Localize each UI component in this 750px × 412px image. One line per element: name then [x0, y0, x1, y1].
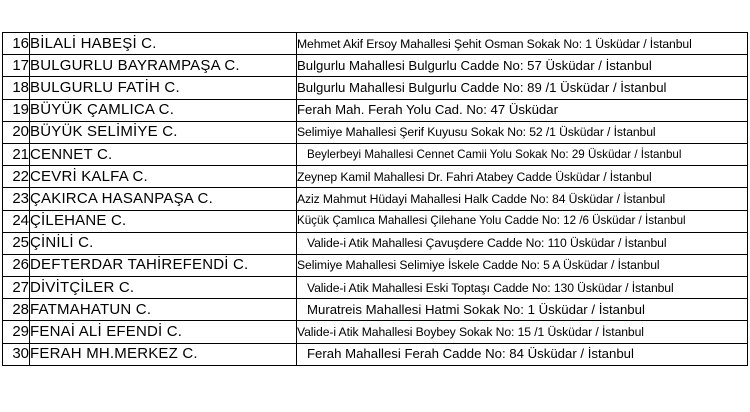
mosque-address: Küçük Çamlıca Mahallesi Çilehane Yolu Cadde No: 12 /6 Üsküdar / İstanbul	[297, 210, 748, 232]
table-row	[3, 299, 748, 321]
mosque-name: BİLALİ HABEŞİ C.	[30, 33, 297, 55]
row-number: 18	[3, 77, 30, 99]
mosque-name: BÜYÜK SELİMİYE C.	[30, 121, 297, 143]
mosque-address: Bulgurlu Mahallesi Bulgurlu Cadde No: 57 Üsküdar / İstanbul	[297, 55, 748, 77]
mosque-address: Ferah Mah. Ferah Yolu Cad. No: 47 Üsküdar	[297, 99, 748, 121]
row-number: 22	[3, 166, 30, 188]
table-row	[3, 210, 748, 232]
row-number: 25	[3, 232, 30, 254]
mosque-address-sheet	[0, 32, 750, 366]
table-row	[3, 77, 748, 99]
table-row	[3, 99, 748, 121]
table-row	[3, 254, 748, 276]
table-row	[3, 188, 748, 210]
table-row	[3, 232, 748, 254]
mosque-name: BULGURLU FATİH C.	[30, 77, 297, 99]
row-number: 24	[3, 210, 30, 232]
row-number: 26	[3, 254, 30, 276]
table-row	[3, 343, 748, 365]
mosque-name: DEFTERDAR TAHİREFENDİ C.	[30, 254, 297, 276]
table-row	[3, 321, 748, 343]
row-number: 28	[3, 299, 30, 321]
row-number: 29	[3, 321, 30, 343]
mosque-address: Muratreis Mahallesi Hatmi Sokak No: 1 Üsküdar / İstanbul	[297, 299, 748, 321]
table-row	[3, 166, 748, 188]
row-number: 30	[3, 343, 30, 365]
mosque-name: ÇİLEHANE C.	[30, 210, 297, 232]
table-row	[3, 121, 748, 143]
mosque-name: FATMAHATUN C.	[30, 299, 297, 321]
mosque-name: BÜYÜK ÇAMLICA C.	[30, 99, 297, 121]
mosque-name: ÇAKIRCA HASANPAŞA C.	[30, 188, 297, 210]
mosque-address: Mehmet Akif Ersoy Mahallesi Şehit Osman Sokak No: 1 Üsküdar / İstanbul	[297, 33, 748, 55]
mosque-address: Bulgurlu Mahallesi Bulgurlu Cadde No: 89 /1 Üsküdar / İstanbul	[297, 77, 748, 99]
table-row	[3, 143, 748, 165]
row-number: 17	[3, 55, 30, 77]
mosque-address: Valide-i Atik Mahallesi Çavuşdere Cadde No: 110 Üsküdar / İstanbul	[297, 232, 748, 254]
mosque-name: ÇİNİLİ C.	[30, 232, 297, 254]
mosque-name: FERAH MH.MERKEZ C.	[30, 343, 297, 365]
table-row	[3, 55, 748, 77]
mosque-name: BULGURLU BAYRAMPAŞA C.	[30, 55, 297, 77]
mosque-name: DİVİTÇİLER C.	[30, 277, 297, 299]
mosque-address: Aziz Mahmut Hüdayi Mahallesi Halk Cadde No: 84 Üsküdar / İstanbul	[297, 188, 748, 210]
row-number: 27	[3, 277, 30, 299]
mosque-address: Beylerbeyi Mahallesi Cennet Camii Yolu Sokak No: 29 Üsküdar / İstanbul	[297, 143, 748, 165]
mosque-address: Selimiye Mahallesi Şerif Kuyusu Sokak No: 52 /1 Üsküdar / İstanbul	[297, 121, 748, 143]
row-number: 21	[3, 143, 30, 165]
mosque-address-table	[2, 32, 748, 366]
mosque-address: Ferah Mahallesi Ferah Cadde No: 84 Üsküdar / İstanbul	[297, 343, 748, 365]
row-number: 19	[3, 99, 30, 121]
mosque-address: Valide-i Atik Mahallesi Boybey Sokak No: 15 /1 Üsküdar / İstanbul	[297, 321, 748, 343]
mosque-address: Valide-i Atik Mahallesi Eski Toptaşı Cadde No: 130 Üsküdar / İstanbul	[297, 277, 748, 299]
mosque-address: Selimiye Mahallesi Selimiye İskele Cadde No: 5 A Üsküdar / İstanbul	[297, 254, 748, 276]
mosque-name: CENNET C.	[30, 143, 297, 165]
mosque-address: Zeynep Kamil Mahallesi Dr. Fahri Atabey Cadde Üsküdar / İstanbul	[297, 166, 748, 188]
mosque-name: CEVRİ KALFA C.	[30, 166, 297, 188]
mosque-name: FENAİ ALİ EFENDİ C.	[30, 321, 297, 343]
row-number: 20	[3, 121, 30, 143]
table-row	[3, 277, 748, 299]
row-number: 23	[3, 188, 30, 210]
row-number: 16	[3, 33, 30, 55]
table-row	[3, 33, 748, 55]
